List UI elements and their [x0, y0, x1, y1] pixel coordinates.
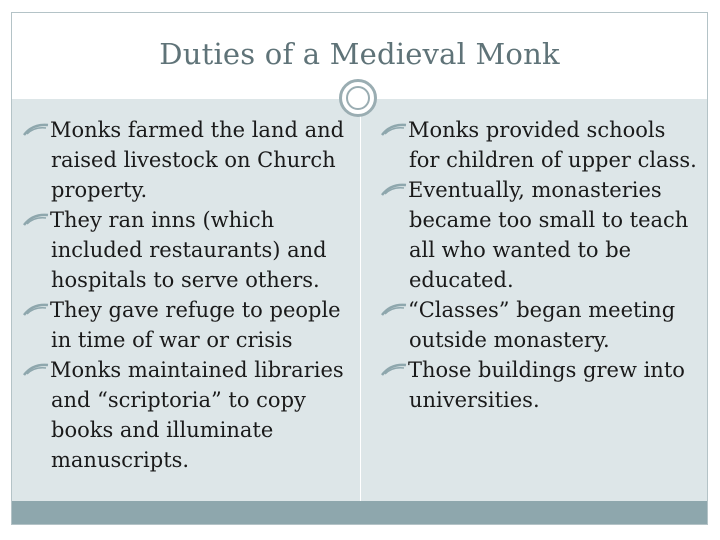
right-column: [380, 115, 702, 415]
list-item: [22, 205, 358, 295]
bullet-text: Monks provided schools for children of upper class.: [408, 118, 697, 172]
list-item: [22, 115, 358, 205]
list-item: [380, 355, 702, 415]
list-item: [22, 355, 358, 475]
sweep-bullet-icon: [22, 359, 50, 379]
right-bullet-list: [380, 115, 702, 415]
column-divider: [360, 99, 361, 501]
sweep-bullet-icon: [380, 119, 408, 139]
bullet-text: “Classes” began meeting outside monastery.: [408, 298, 676, 352]
bullet-text: They ran inns (which included restaurants) and hospitals to serve others.: [50, 208, 327, 292]
bullet-text: They gave refuge to people in time of war or crisis: [50, 298, 341, 352]
bullet-text: Eventually, monasteries became too small to teach all who wanted to be educated.: [408, 178, 689, 292]
sweep-bullet-icon: [22, 299, 50, 319]
bullet-text: Monks farmed the land and raised livestock on Church property.: [50, 118, 345, 202]
list-item: [380, 295, 702, 355]
bullet-text: Monks maintained libraries and “scriptoria” to copy books and illuminate manuscripts.: [50, 358, 344, 472]
list-item: [380, 175, 702, 295]
footer-band: [12, 501, 707, 524]
sweep-bullet-icon: [22, 119, 50, 139]
list-item: [22, 295, 358, 355]
sweep-bullet-icon: [380, 359, 408, 379]
slide-title: Duties of a Medieval Monk: [159, 37, 560, 71]
left-bullet-list: [22, 115, 358, 475]
sweep-bullet-icon: [380, 299, 408, 319]
sweep-bullet-icon: [380, 179, 408, 199]
left-column: [22, 115, 358, 475]
bullet-text: Those buildings grew into universities.: [408, 358, 685, 412]
list-item: [380, 115, 702, 175]
sweep-bullet-icon: [22, 209, 50, 229]
circle-ornament-icon: [339, 79, 377, 117]
